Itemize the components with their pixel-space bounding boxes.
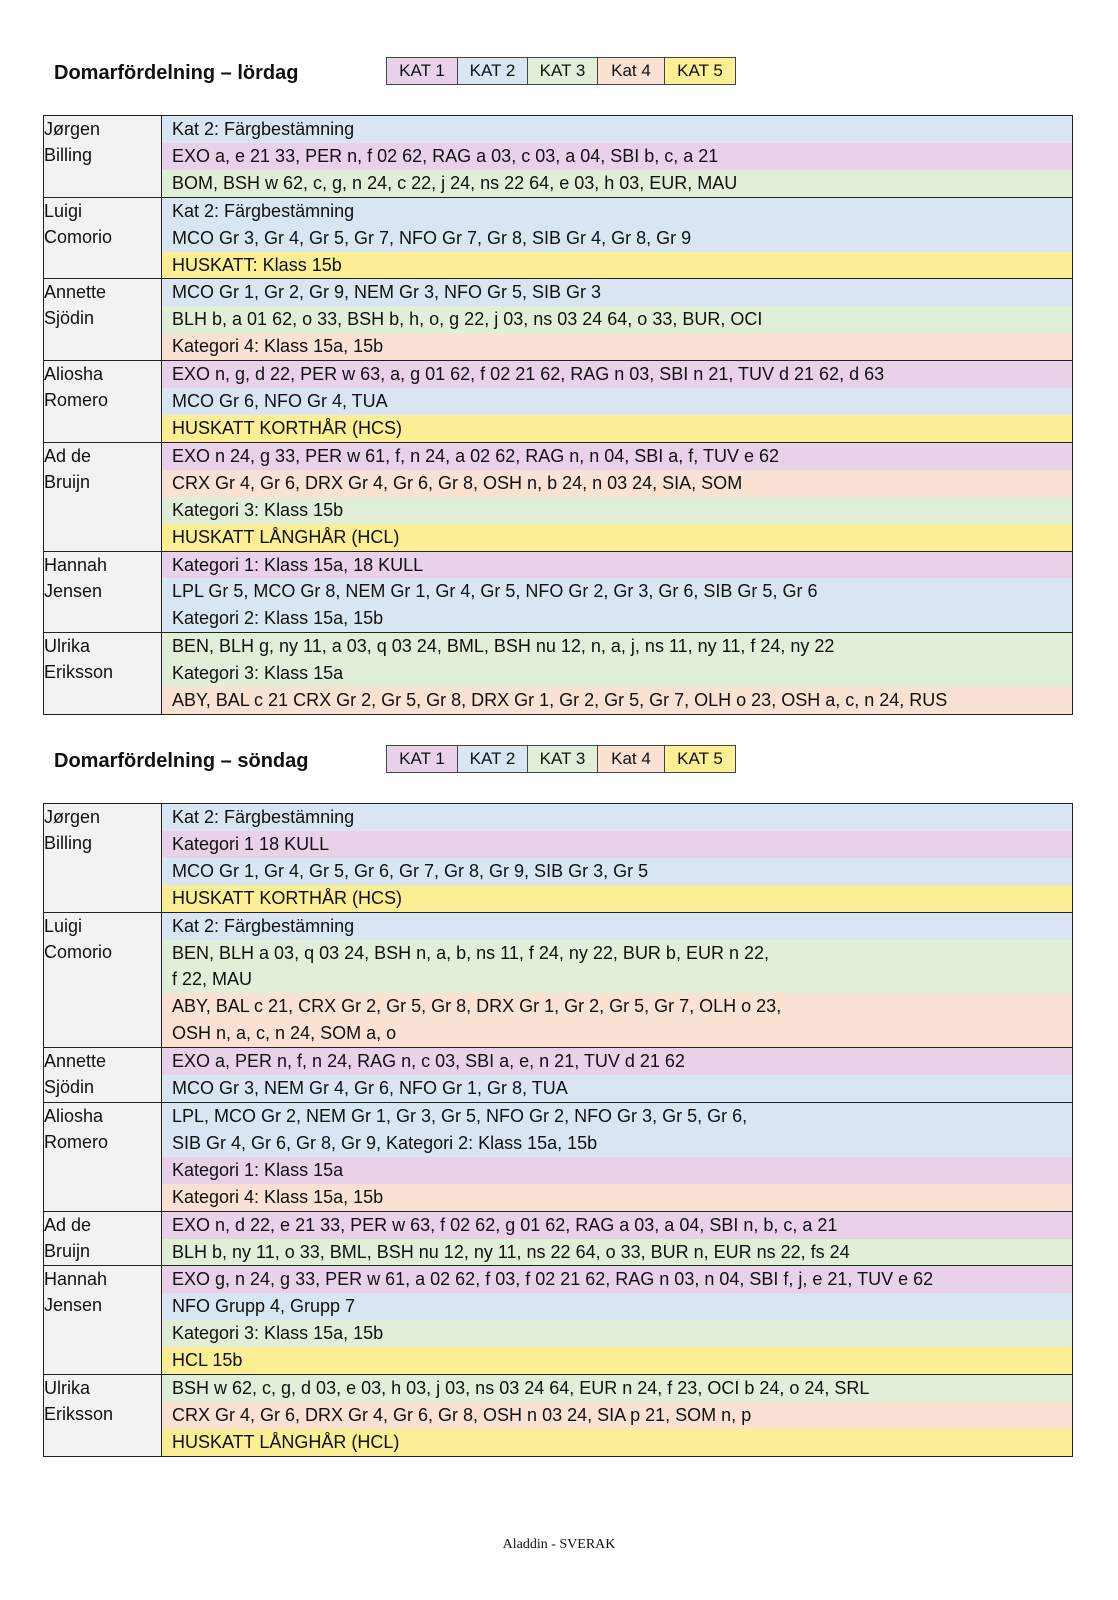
judge-row: [44, 442, 1073, 551]
judge-name: Ulrika Eriksson: [44, 636, 114, 683]
assignment-line-kat3: f 22, MAU: [162, 966, 1072, 993]
judge-table-sunday: [43, 803, 1073, 1457]
legend-kat2: KAT 2: [458, 58, 528, 84]
judge-name-cell: [44, 1211, 162, 1266]
judge-name-cell: [44, 1048, 162, 1103]
judge-name-cell: [44, 1266, 162, 1375]
assignment-line-kat5: HUSKATT KORTHÅR (HCS): [162, 415, 1072, 442]
footer-text: Aladdin - SVERAK: [502, 1537, 616, 1552]
judge-name-cell: [44, 197, 162, 279]
assignment-line-kat4: CRX Gr 4, Gr 6, DRX Gr 4, Gr 6, Gr 8, OSH n 03 24, SIA p 21, SOM n, p: [162, 1402, 1072, 1429]
assignment-line-kat4: Kategori 4: Klass 15a, 15b: [162, 1184, 1072, 1211]
legend-kat5: KAT 5: [665, 746, 735, 772]
assignment-line-kat1: Kategori 1: Klass 15a: [162, 1157, 1072, 1184]
judge-name: Ad de Bruijn: [44, 445, 92, 492]
assignment-line-kat1: EXO g, n 24, g 33, PER w 61, a 02 62, f 03, f 02 21 62, RAG n 03, n 04, SBI f, j, e 21, TUV e 62: [162, 1266, 1072, 1293]
judge-name-cell: [44, 361, 162, 443]
assignment-line-kat2: MCO Gr 3, Gr 4, Gr 5, Gr 7, NFO Gr 7, Gr 8, SIB Gr 4, Gr 8, Gr 9: [162, 225, 1072, 252]
judge-name-cell: [44, 1375, 162, 1457]
assignment-line-kat2: MCO Gr 1, Gr 2, Gr 9, NEM Gr 3, NFO Gr 5, SIB Gr 3: [162, 279, 1072, 306]
assignment-line-kat3: BEN, BLH g, ny 11, a 03, q 03 24, BML, BSH nu 12, n, a, j, ns 11, ny 11, f 24, ny 22: [162, 633, 1072, 660]
legend-kat3: KAT 3: [528, 58, 598, 84]
judge-name-cell: [44, 551, 162, 633]
legend-kat1: KAT 1: [387, 58, 458, 84]
judge-row: [44, 804, 1073, 913]
assignment-line-kat1: EXO n 24, g 33, PER w 61, f, n 24, a 02 62, RAG n, n 04, SBI a, f, TUV e 62: [162, 443, 1072, 470]
assignment-cell: [162, 116, 1073, 198]
judge-row: [44, 1266, 1073, 1375]
assignment-cell: [162, 361, 1073, 443]
page-title-saturday: Domarfördelning – lördag: [54, 62, 299, 84]
judge-name-cell: [44, 116, 162, 198]
assignment-line-kat5: HUSKATT: Klass 15b: [162, 252, 1072, 279]
assignment-line-kat2: Kat 2: Färgbestämning: [162, 913, 1072, 940]
judge-name: Ulrika Eriksson: [44, 1378, 114, 1425]
legend-kat4: Kat 4: [598, 746, 665, 772]
assignment-cell: [162, 912, 1073, 1048]
judge-name-cell: [44, 912, 162, 1048]
judge-name: Annette Sjödin: [44, 282, 107, 329]
assignment-line-kat5: HUSKATT KORTHÅR (HCS): [162, 885, 1072, 912]
judge-name: Aliosha Romero: [44, 364, 109, 411]
judge-row: [44, 912, 1073, 1048]
assignment-cell: [162, 442, 1073, 551]
judge-row: [44, 1211, 1073, 1266]
judge-name-cell: [44, 804, 162, 913]
assignment-line-kat3: Kategori 3: Klass 15a, 15b: [162, 1320, 1072, 1347]
judge-row: [44, 197, 1073, 279]
judge-name: Hannah Jensen: [44, 554, 108, 601]
judge-name: Annette Sjödin: [44, 1051, 107, 1098]
assignment-line-kat2: Kat 2: Färgbestämning: [162, 198, 1072, 225]
assignment-cell: [162, 197, 1073, 279]
assignment-line-kat3: BLH b, a 01 62, o 33, BSH b, h, o, g 22, j 03, ns 03 24 64, o 33, BUR, OCI: [162, 306, 1072, 333]
assignment-cell: [162, 1375, 1073, 1457]
judge-name-cell: [44, 279, 162, 361]
assignment-line-kat3: BEN, BLH a 03, q 03 24, BSH n, a, b, ns 11, f 24, ny 22, BUR b, EUR n 22,: [162, 940, 1072, 967]
assignment-cell: [162, 279, 1073, 361]
assignment-cell: [162, 804, 1073, 913]
judge-name: Luigi Comorio: [44, 200, 113, 247]
assignment-line-kat3: BLH b, ny 11, o 33, BML, BSH nu 12, ny 11, ns 22 64, o 33, BUR n, EUR ns 22, fs 24: [162, 1239, 1072, 1266]
judge-name: Jørgen Billing: [44, 807, 101, 853]
category-legend-sunday: [386, 745, 736, 773]
assignment-line-kat4: ABY, BAL c 21 CRX Gr 2, Gr 5, Gr 8, DRX Gr 1, Gr 2, Gr 5, Gr 7, OLH o 23, OSH a, c, n 24, RUS: [162, 687, 1072, 714]
judge-name-cell: [44, 1102, 162, 1211]
assignment-line-kat2: MCO Gr 3, NEM Gr 4, Gr 6, NFO Gr 1, Gr 8, TUA: [162, 1075, 1072, 1102]
assignment-line-kat1: EXO n, g, d 22, PER w 63, a, g 01 62, f 02 21 62, RAG n 03, SBI n 21, TUV d 21 62, d 63: [162, 361, 1072, 388]
page-title-sunday: Domarfördelning – söndag: [54, 750, 309, 772]
assignment-cell: [162, 633, 1073, 715]
legend-kat2: KAT 2: [458, 746, 528, 772]
judge-row: [44, 633, 1073, 715]
judge-name: Luigi Comorio: [44, 915, 113, 962]
judge-row: [44, 1048, 1073, 1103]
judge-row: [44, 1375, 1073, 1457]
assignment-line-kat2: Kat 2: Färgbestämning: [162, 116, 1072, 143]
legend-kat1: KAT 1: [387, 746, 458, 772]
assignment-line-kat2: Kat 2: Färgbestämning: [162, 804, 1072, 831]
judge-table-saturday: [43, 115, 1073, 715]
assignment-line-kat4: ABY, BAL c 21, CRX Gr 2, Gr 5, Gr 8, DRX Gr 1, Gr 2, Gr 5, Gr 7, OLH o 23,: [162, 993, 1072, 1020]
assignment-cell: [162, 1048, 1073, 1103]
judge-name: Aliosha Romero: [44, 1105, 109, 1152]
legend-kat3: KAT 3: [528, 746, 598, 772]
assignment-line-kat2: Kategori 2: Klass 15a, 15b: [162, 605, 1072, 632]
assignment-line-kat2: SIB Gr 4, Gr 6, Gr 8, Gr 9, Kategori 2: Klass 15a, 15b: [162, 1130, 1072, 1157]
assignment-line-kat5: HUSKATT LÅNGHÅR (HCL): [162, 524, 1072, 551]
assignment-line-kat3: BOM, BSH w 62, c, g, n 24, c 22, j 24, ns 22 64, e 03, h 03, EUR, MAU: [162, 170, 1072, 197]
assignment-line-kat3: Kategori 3: Klass 15b: [162, 497, 1072, 524]
assignment-line-kat2: MCO Gr 6, NFO Gr 4, TUA: [162, 388, 1072, 415]
legend-kat4: Kat 4: [598, 58, 665, 84]
assignment-line-kat2: LPL, MCO Gr 2, NEM Gr 1, Gr 3, Gr 5, NFO Gr 2, NFO Gr 3, Gr 5, Gr 6,: [162, 1103, 1072, 1130]
assignment-line-kat3: Kategori 3: Klass 15a: [162, 660, 1072, 687]
assignment-line-kat4: OSH n, a, c, n 24, SOM a, o: [162, 1020, 1072, 1047]
judge-name-cell: [44, 633, 162, 715]
assignment-line-kat4: CRX Gr 4, Gr 6, DRX Gr 4, Gr 6, Gr 8, OSH n, b 24, n 03 24, SIA, SOM: [162, 470, 1072, 497]
assignment-line-kat1: EXO n, d 22, e 21 33, PER w 63, f 02 62, g 01 62, RAG a 03, a 04, SBI n, b, c, a 21: [162, 1212, 1072, 1239]
assignment-cell: [162, 551, 1073, 633]
assignment-cell: [162, 1266, 1073, 1375]
judge-name: Hannah Jensen: [44, 1269, 108, 1316]
assignment-line-kat1: EXO a, PER n, f, n 24, RAG n, c 03, SBI a, e, n 21, TUV d 21 62: [162, 1048, 1072, 1075]
judge-name-cell: [44, 442, 162, 551]
judge-row: [44, 279, 1073, 361]
assignment-line-kat3: BSH w 62, c, g, d 03, e 03, h 03, j 03, ns 03 24 64, EUR n 24, f 23, OCI b 24, o 24, SRL: [162, 1375, 1072, 1402]
assignment-line-kat2: NFO Grupp 4, Grupp 7: [162, 1293, 1072, 1320]
judge-row: [44, 1102, 1073, 1211]
assignment-cell: [162, 1211, 1073, 1266]
judge-row: [44, 551, 1073, 633]
assignment-line-kat1: Kategori 1: Klass 15a, 18 KULL: [162, 552, 1072, 579]
assignment-line-kat1: EXO a, e 21 33, PER n, f 02 62, RAG a 03, c 03, a 04, SBI b, c, a 21: [162, 143, 1072, 170]
assignment-line-kat1: Kategori 1 18 KULL: [162, 831, 1072, 858]
category-legend-saturday: [386, 57, 736, 85]
assignment-cell: [162, 1102, 1073, 1211]
judge-name: Jørgen Billing: [44, 119, 101, 165]
assignment-line-kat5: HUSKATT LÅNGHÅR (HCL): [162, 1429, 1072, 1456]
assignment-line-kat5: HCL 15b: [162, 1347, 1072, 1374]
assignment-line-kat2: LPL Gr 5, MCO Gr 8, NEM Gr 1, Gr 4, Gr 5, NFO Gr 2, Gr 3, Gr 6, SIB Gr 5, Gr 6: [162, 578, 1072, 605]
judge-row: [44, 116, 1073, 198]
judge-name: Ad de Bruijn: [44, 1214, 92, 1261]
assignment-line-kat4: Kategori 4: Klass 15a, 15b: [162, 333, 1072, 360]
judge-row: [44, 361, 1073, 443]
assignment-line-kat2: MCO Gr 1, Gr 4, Gr 5, Gr 6, Gr 7, Gr 8, Gr 9, SIB Gr 3, Gr 5: [162, 858, 1072, 885]
legend-kat5: KAT 5: [665, 58, 735, 84]
